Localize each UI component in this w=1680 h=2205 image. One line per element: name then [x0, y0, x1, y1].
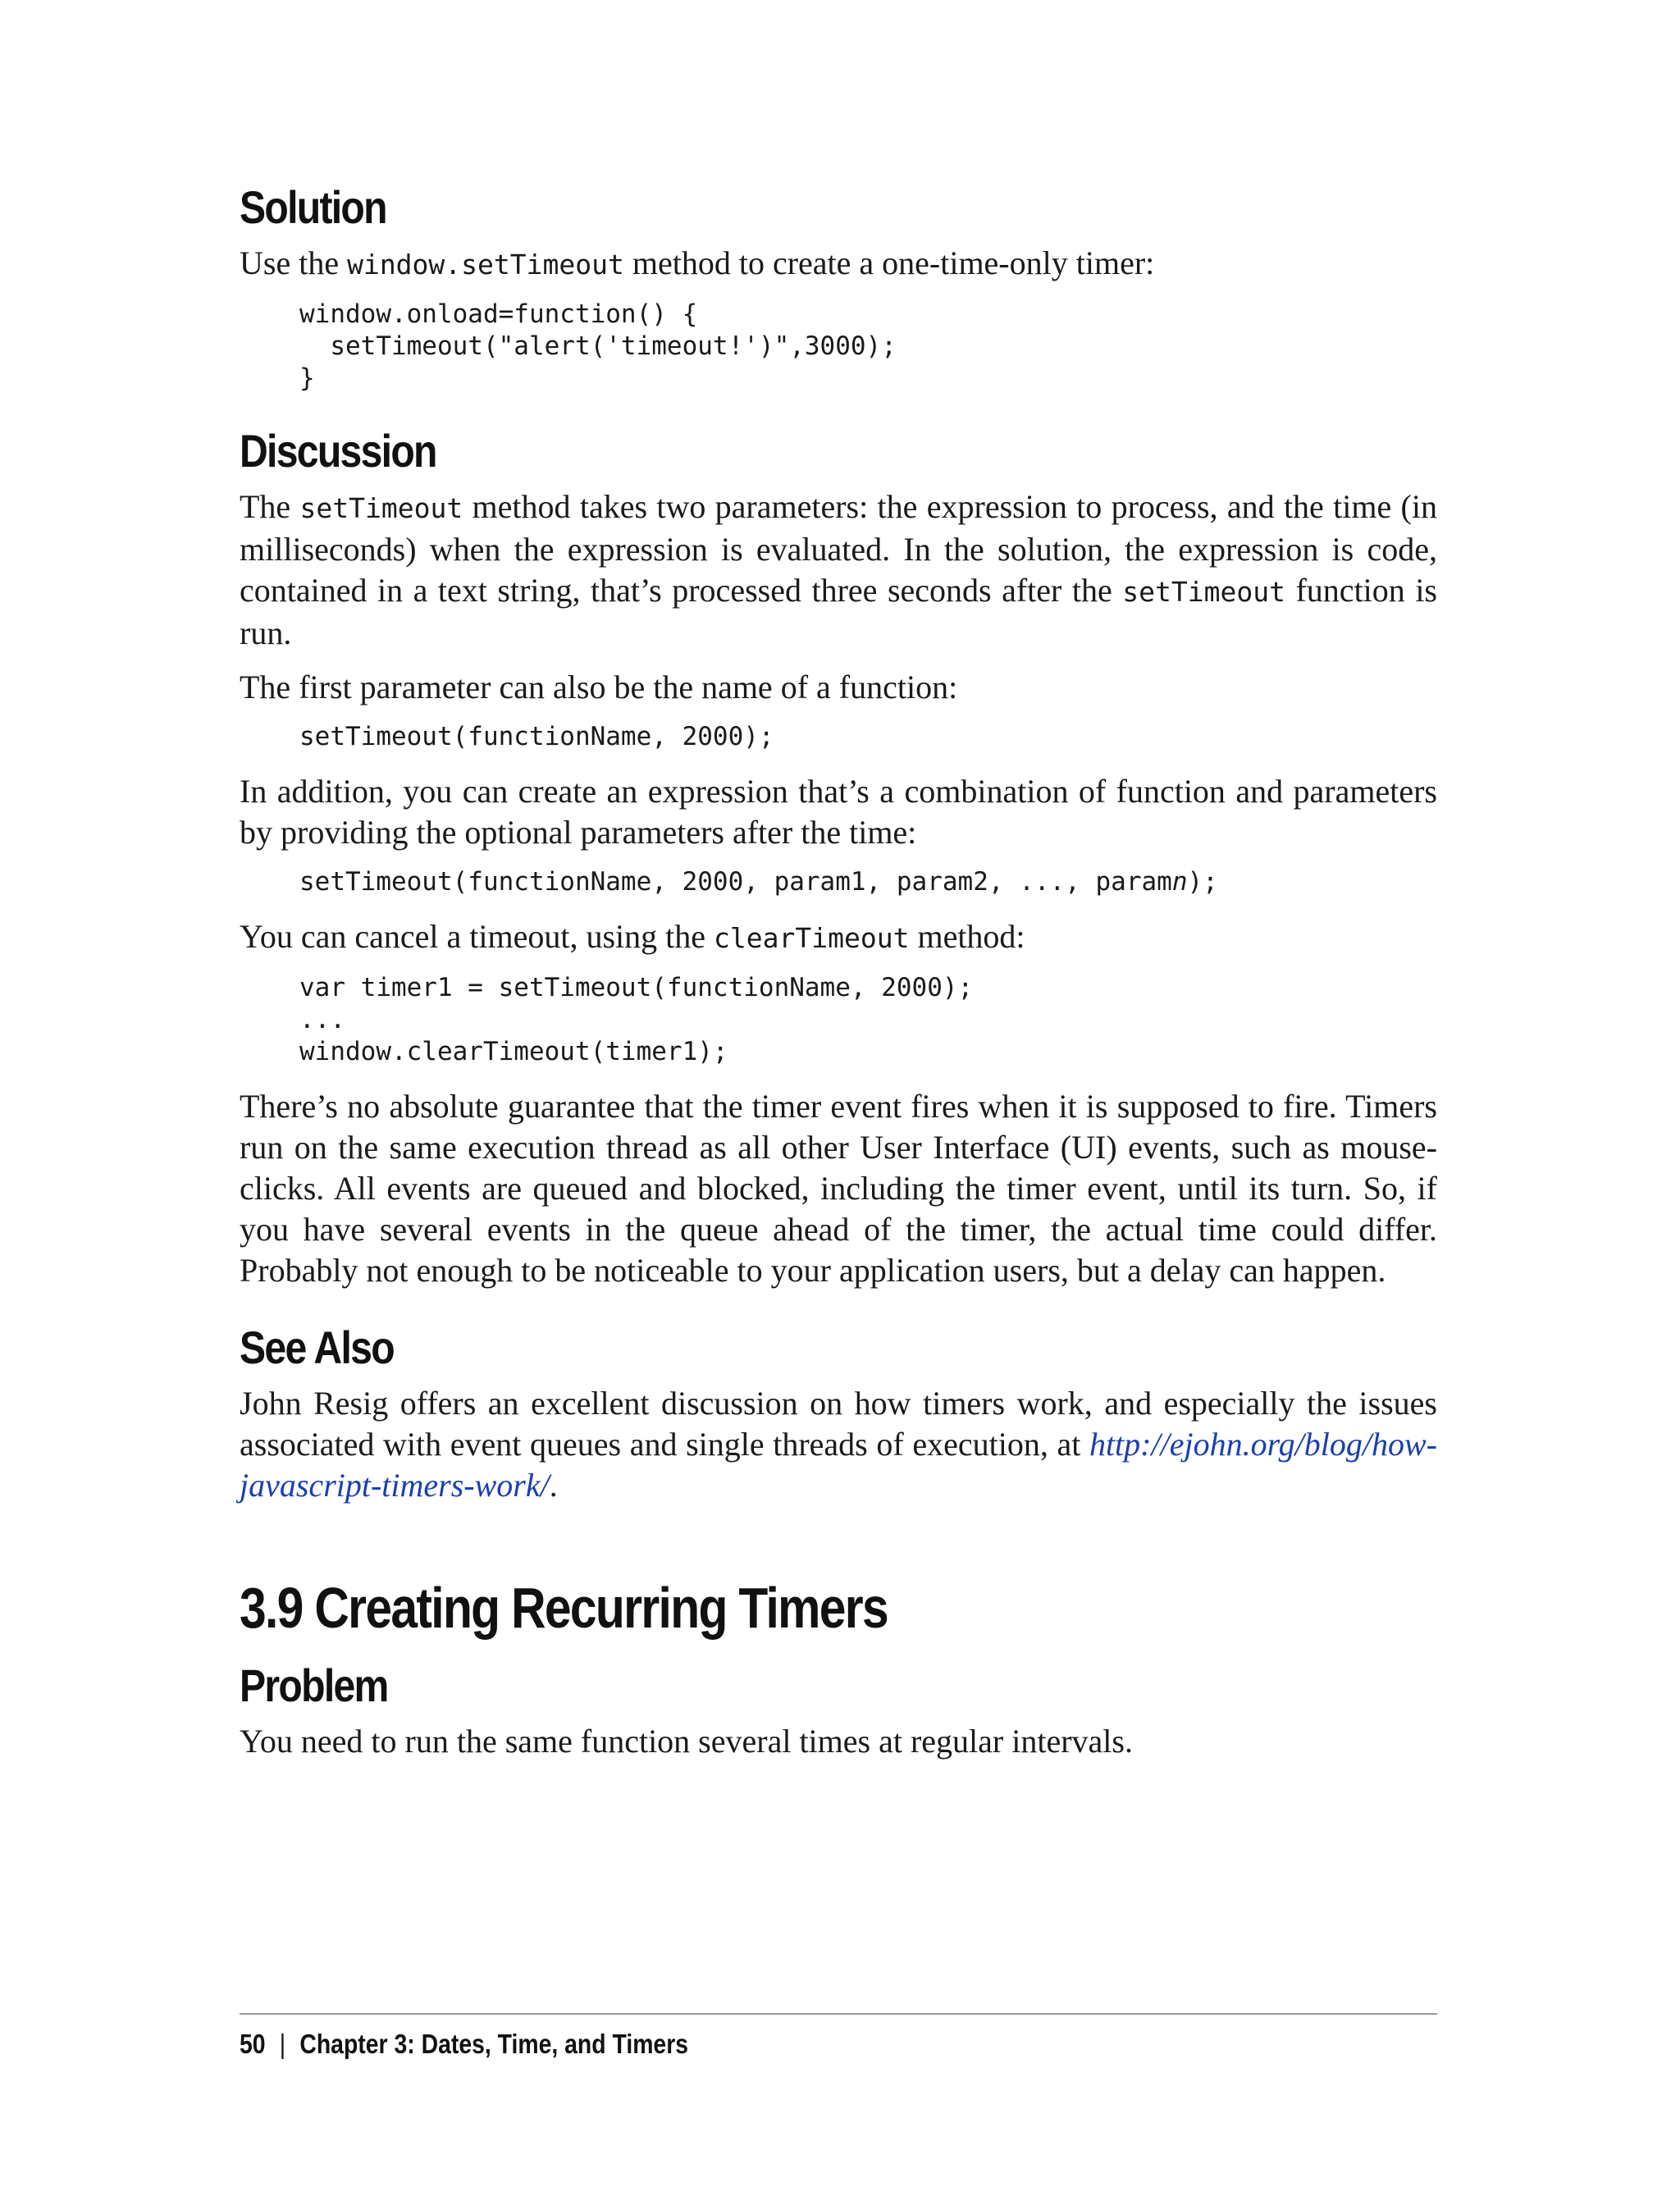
- see-also-paragraph: [240, 1383, 1437, 1506]
- discussion-p4-text-a: You can cancel a timeout, using the: [240, 918, 714, 955]
- problem-heading: Problem: [240, 1659, 388, 1711]
- code3-text-a: setTimeout(functionName, 2000, param1, param2, ..., param: [299, 867, 1172, 897]
- see-also-heading: See Also: [240, 1322, 394, 1373]
- page-body: [240, 179, 1437, 1762]
- see-also-text-after: .: [549, 1467, 558, 1504]
- discussion-paragraph-4: [240, 916, 1437, 959]
- ejohn-timers-link[interactable]: http://ejohn.org/blog/how-javascript-timers-work/: [240, 1426, 1437, 1504]
- discussion-p1-text-b: method takes two parameters: the expression to process, and the time (in milliseconds) when the expression is evaluated. In the solution, the expression is code, contained in a text string, that’s processed three seconds after the: [240, 488, 1437, 609]
- solution-code-block: window.onload=function() { setTimeout("alert('timeout!')",3000); }: [299, 299, 897, 393]
- code3-italic: n: [1171, 867, 1188, 897]
- discussion-p1-code-2: setTimeout: [1122, 576, 1285, 608]
- solution-heading: Solution: [240, 181, 386, 233]
- discussion-p1-text-a: The: [240, 488, 300, 525]
- discussion-p4-code: clearTimeout: [714, 922, 910, 954]
- discussion-paragraph-3: In addition, you can create an expression that’s a combination of function and parameters by providing the optional parameters after the time:: [240, 773, 1437, 851]
- discussion-code-block-2: setTimeout(functionName, 2000);: [299, 722, 774, 751]
- problem-paragraph: You need to run the same function several times at regular intervals.: [240, 1723, 1133, 1760]
- discussion-paragraph-5: There’s no absolute guarantee that the timer event fires when it is supposed to fire. Timers run on the same execution thread as all other User Interface (UI) events, such as mouse-clicks. All events are queued and blocked, including the timer event, until its turn. So, if you have several events in the queue ahead of the timer, the actual time could differ. Probably not enough to be noticeable to your application users, but a delay can happen.: [240, 1088, 1437, 1289]
- discussion-code-block-3: [240, 866, 1437, 898]
- solution-paragraph: [240, 243, 1437, 285]
- section-heading: 3.9 Creating Recurring Timers: [240, 1576, 888, 1640]
- page-number: 50: [240, 2029, 266, 2059]
- solution-text-after: method to create a one-time-only timer:: [623, 244, 1155, 281]
- footer-rule: [240, 2013, 1437, 2015]
- footer-chapter: Chapter 3: Dates, Time, and Timers: [299, 2029, 689, 2059]
- discussion-p1-code-1: setTimeout: [299, 492, 463, 524]
- see-also-text-before: John Resig offers an excellent discussion on how timers work, and especially the issues associated with event queues and single threads of execution, at: [240, 1385, 1437, 1463]
- page-footer: [240, 2026, 688, 2062]
- code3-text-b: );: [1187, 867, 1218, 897]
- discussion-paragraph-2: The first parameter can also be the name of a function:: [240, 669, 958, 705]
- discussion-paragraph-1: [240, 486, 1437, 654]
- solution-text-before: Use the: [240, 244, 348, 281]
- footer-separator: |: [279, 2029, 286, 2059]
- discussion-p4-text-b: method:: [909, 918, 1025, 955]
- discussion-p1-text-c: function is run.: [240, 572, 1437, 651]
- discussion-code-block-4: var timer1 = setTimeout(functionName, 2000); ... window.clearTimeout(timer1);: [299, 973, 974, 1066]
- solution-inline-code: window.setTimeout: [347, 249, 624, 281]
- discussion-heading: Discussion: [240, 425, 436, 477]
